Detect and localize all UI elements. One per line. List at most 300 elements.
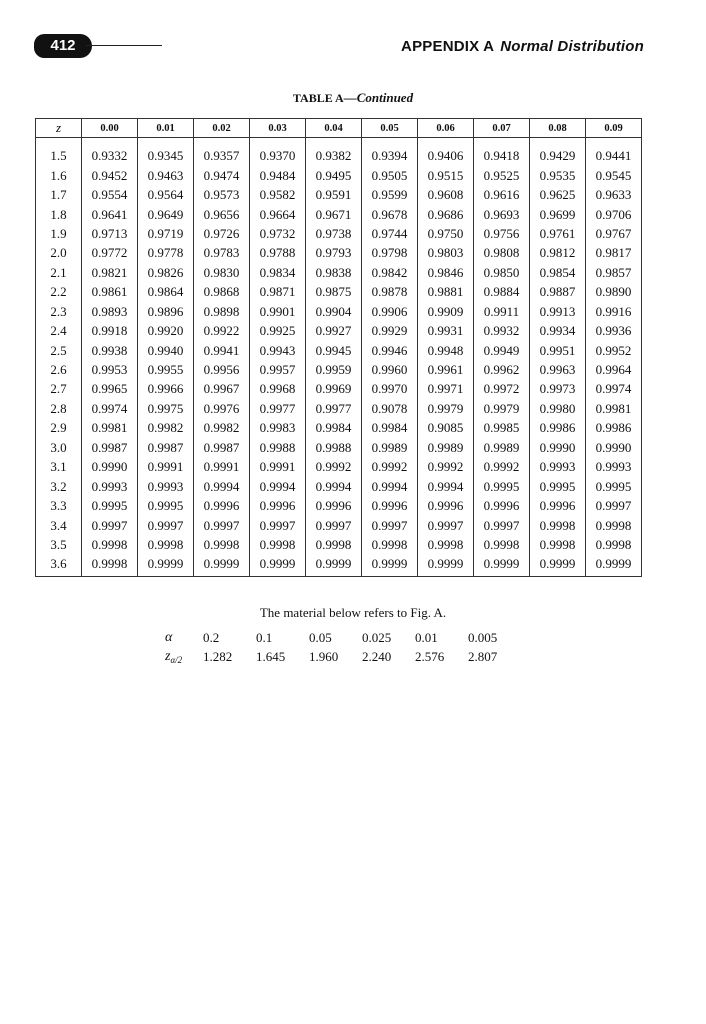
probability-cell: 0.9750 <box>418 224 474 243</box>
probability-cell: 0.9884 <box>474 282 530 301</box>
probability-cell: 0.9830 <box>194 263 250 282</box>
probability-cell: 0.9981 <box>586 399 642 418</box>
column-header: 0.09 <box>586 119 642 138</box>
probability-cell: 0.9999 <box>530 554 586 576</box>
column-header: 0.06 <box>418 119 474 138</box>
z-critical-value: 2.807 <box>468 648 498 664</box>
column-header: 0.08 <box>530 119 586 138</box>
probability-cell: 0.9932 <box>474 321 530 340</box>
probability-cell: 0.9678 <box>362 204 418 223</box>
probability-cell: 0.9968 <box>250 379 306 398</box>
probability-cell: 0.9951 <box>530 340 586 359</box>
probability-cell: 0.9761 <box>530 224 586 243</box>
probability-cell: 0.9693 <box>474 204 530 223</box>
table-row <box>36 302 642 321</box>
probability-cell: 0.9957 <box>250 360 306 379</box>
probability-cell: 0.9649 <box>138 204 194 223</box>
probability-cell: 0.9992 <box>474 457 530 476</box>
probability-cell: 0.9986 <box>530 418 586 437</box>
probability-cell: 0.9370 <box>250 138 306 166</box>
alpha-value: 0.2 <box>203 629 220 645</box>
probability-cell: 0.9995 <box>586 476 642 495</box>
probability-cell: 0.9964 <box>586 360 642 379</box>
probability-cell: 0.9997 <box>306 515 362 534</box>
probability-cell: 0.9826 <box>138 263 194 282</box>
normal-distribution-table <box>35 118 642 577</box>
probability-cell: 0.9984 <box>306 418 362 437</box>
probability-cell: 0.9345 <box>138 138 194 166</box>
z-value-cell: 2.7 <box>36 379 82 398</box>
probability-cell: 0.9990 <box>586 438 642 457</box>
probability-cell: 0.9085 <box>418 418 474 437</box>
table-row <box>36 138 642 166</box>
alpha-value: 0.1 <box>256 629 273 645</box>
alpha-value: 0.01 <box>415 629 438 645</box>
probability-cell: 0.9975 <box>138 399 194 418</box>
probability-cell: 0.9993 <box>530 457 586 476</box>
probability-cell: 0.9850 <box>474 263 530 282</box>
table-row <box>36 399 642 418</box>
table-row <box>36 554 642 576</box>
alpha-value: 0.05 <box>309 629 332 645</box>
table-row <box>36 340 642 359</box>
table-row <box>36 379 642 398</box>
probability-cell: 0.9788 <box>250 243 306 262</box>
probability-cell: 0.9732 <box>250 224 306 243</box>
probability-cell: 0.9999 <box>138 554 194 576</box>
z-label: z <box>165 648 171 664</box>
probability-cell: 0.9664 <box>250 204 306 223</box>
probability-cell: 0.9582 <box>250 185 306 204</box>
alpha-value: 0.025 <box>362 629 392 645</box>
running-head-topic: Normal Distribution <box>500 38 644 55</box>
probability-cell: 0.9916 <box>586 302 642 321</box>
probability-cell: 0.9993 <box>82 476 138 495</box>
probability-cell: 0.9998 <box>586 535 642 554</box>
probability-cell: 0.9429 <box>530 138 586 166</box>
z-value-cell: 3.4 <box>36 515 82 534</box>
z-value-cell: 1.7 <box>36 185 82 204</box>
probability-cell: 0.9996 <box>250 496 306 515</box>
probability-cell: 0.9989 <box>418 438 474 457</box>
probability-cell: 0.9971 <box>418 379 474 398</box>
z-value-cell: 2.3 <box>36 302 82 321</box>
probability-cell: 0.9963 <box>530 360 586 379</box>
probability-cell: 0.9988 <box>306 438 362 457</box>
probability-cell: 0.9616 <box>474 185 530 204</box>
probability-cell: 0.9633 <box>586 185 642 204</box>
z-value-cell: 3.3 <box>36 496 82 515</box>
table-row <box>36 263 642 282</box>
probability-cell: 0.9505 <box>362 165 418 184</box>
probability-cell: 0.9842 <box>362 263 418 282</box>
probability-cell: 0.9998 <box>82 554 138 576</box>
probability-cell: 0.9994 <box>362 476 418 495</box>
z-value-cell: 2.2 <box>36 282 82 301</box>
probability-cell: 0.9868 <box>194 282 250 301</box>
probability-cell: 0.9983 <box>250 418 306 437</box>
probability-cell: 0.9987 <box>138 438 194 457</box>
probability-cell: 0.9984 <box>362 418 418 437</box>
probability-cell: 0.9991 <box>194 457 250 476</box>
probability-cell: 0.9793 <box>306 243 362 262</box>
critical-values <box>165 628 521 666</box>
probability-cell: 0.9671 <box>306 204 362 223</box>
table-header-row <box>36 119 642 138</box>
probability-cell: 0.9977 <box>250 399 306 418</box>
probability-cell: 0.9998 <box>418 535 474 554</box>
probability-cell: 0.9545 <box>586 165 642 184</box>
table-title-suffix: —Continued <box>343 90 414 105</box>
probability-cell: 0.9463 <box>138 165 194 184</box>
probability-cell: 0.9982 <box>138 418 194 437</box>
probability-cell: 0.9484 <box>250 165 306 184</box>
probability-cell: 0.9974 <box>586 379 642 398</box>
z-critical-value: 1.960 <box>309 648 339 664</box>
probability-cell: 0.9941 <box>194 340 250 359</box>
z-value-cell: 2.5 <box>36 340 82 359</box>
probability-cell: 0.9998 <box>250 535 306 554</box>
probability-cell: 0.9854 <box>530 263 586 282</box>
probability-cell: 0.9927 <box>306 321 362 340</box>
probability-cell: 0.9994 <box>194 476 250 495</box>
probability-cell: 0.9798 <box>362 243 418 262</box>
probability-cell: 0.9993 <box>586 457 642 476</box>
probability-cell: 0.9332 <box>82 138 138 166</box>
probability-cell: 0.9988 <box>250 438 306 457</box>
probability-cell: 0.9995 <box>530 476 586 495</box>
probability-cell: 0.9812 <box>530 243 586 262</box>
probability-cell: 0.9838 <box>306 263 362 282</box>
column-header: 0.03 <box>250 119 306 138</box>
table-row <box>36 224 642 243</box>
probability-cell: 0.9953 <box>82 360 138 379</box>
probability-cell: 0.9999 <box>362 554 418 576</box>
probability-cell: 0.9896 <box>138 302 194 321</box>
probability-cell: 0.9999 <box>194 554 250 576</box>
probability-cell: 0.9996 <box>474 496 530 515</box>
z-critical-value: 1.282 <box>203 648 233 664</box>
probability-cell: 0.9394 <box>362 138 418 166</box>
probability-cell: 0.9998 <box>138 535 194 554</box>
table-row <box>36 360 642 379</box>
z-value-cell: 1.6 <box>36 165 82 184</box>
probability-cell: 0.9949 <box>474 340 530 359</box>
probability-cell: 0.9990 <box>530 438 586 457</box>
probability-cell: 0.9803 <box>418 243 474 262</box>
probability-cell: 0.9608 <box>418 185 474 204</box>
probability-cell: 0.9925 <box>250 321 306 340</box>
probability-cell: 0.9998 <box>194 535 250 554</box>
probability-cell: 0.9994 <box>418 476 474 495</box>
table-row <box>36 204 642 223</box>
z-value-cell: 3.2 <box>36 476 82 495</box>
probability-cell: 0.9857 <box>586 263 642 282</box>
z-value-cell: 3.0 <box>36 438 82 457</box>
probability-cell: 0.9834 <box>250 263 306 282</box>
probability-cell: 0.9969 <box>306 379 362 398</box>
probability-cell: 0.9744 <box>362 224 418 243</box>
probability-cell: 0.9952 <box>586 340 642 359</box>
probability-cell: 0.9452 <box>82 165 138 184</box>
probability-cell: 0.9875 <box>306 282 362 301</box>
column-header: 0.01 <box>138 119 194 138</box>
alpha-label: α <box>165 629 173 645</box>
probability-cell: 0.9991 <box>250 457 306 476</box>
z-critical-value: 2.240 <box>362 648 392 664</box>
probability-cell: 0.9998 <box>82 535 138 554</box>
probability-cell: 0.9992 <box>306 457 362 476</box>
probability-cell: 0.9998 <box>586 515 642 534</box>
probability-cell: 0.9987 <box>194 438 250 457</box>
z-value-cell: 1.8 <box>36 204 82 223</box>
table-row <box>36 438 642 457</box>
z-value-cell: 2.0 <box>36 243 82 262</box>
table-title-label: TABLE A <box>292 91 344 105</box>
z-alpha-label <box>165 649 203 665</box>
z-subscript: α/2 <box>170 654 183 665</box>
probability-cell: 0.9979 <box>474 399 530 418</box>
probability-cell: 0.9976 <box>194 399 250 418</box>
probability-cell: 0.9982 <box>194 418 250 437</box>
probability-cell: 0.9515 <box>418 165 474 184</box>
probability-cell: 0.9625 <box>530 185 586 204</box>
table-row <box>36 165 642 184</box>
probability-cell: 0.9997 <box>586 496 642 515</box>
probability-cell: 0.9821 <box>82 263 138 282</box>
probability-cell: 0.9999 <box>586 554 642 576</box>
probability-cell: 0.9931 <box>418 321 474 340</box>
probability-cell: 0.9990 <box>82 457 138 476</box>
z-value-cell: 3.5 <box>36 535 82 554</box>
probability-cell: 0.9936 <box>586 321 642 340</box>
alpha-row <box>165 628 521 647</box>
table-row <box>36 496 642 515</box>
probability-cell: 0.9441 <box>586 138 642 166</box>
probability-cell: 0.9996 <box>530 496 586 515</box>
z-value-cell: 2.1 <box>36 263 82 282</box>
probability-cell: 0.9474 <box>194 165 250 184</box>
probability-cell: 0.9911 <box>474 302 530 321</box>
probability-cell: 0.9726 <box>194 224 250 243</box>
running-head <box>401 38 644 55</box>
probability-cell: 0.9966 <box>138 379 194 398</box>
probability-cell: 0.9922 <box>194 321 250 340</box>
z-value-cell: 1.9 <box>36 224 82 243</box>
probability-cell: 0.9357 <box>194 138 250 166</box>
z-row <box>165 647 521 666</box>
probability-cell: 0.9995 <box>138 496 194 515</box>
probability-cell: 0.9772 <box>82 243 138 262</box>
probability-cell: 0.9991 <box>138 457 194 476</box>
probability-cell: 0.9980 <box>530 399 586 418</box>
probability-cell: 0.9999 <box>250 554 306 576</box>
probability-cell: 0.9920 <box>138 321 194 340</box>
probability-cell: 0.9996 <box>362 496 418 515</box>
probability-cell: 0.9406 <box>418 138 474 166</box>
probability-cell: 0.9989 <box>474 438 530 457</box>
probability-cell: 0.9778 <box>138 243 194 262</box>
probability-cell: 0.9573 <box>194 185 250 204</box>
probability-cell: 0.9535 <box>530 165 586 184</box>
alpha-value: 0.005 <box>468 629 498 645</box>
header-rule <box>86 45 162 46</box>
probability-cell: 0.9997 <box>82 515 138 534</box>
table-row <box>36 535 642 554</box>
probability-cell: 0.9996 <box>418 496 474 515</box>
z-critical-value: 1.645 <box>256 648 286 664</box>
probability-cell: 0.9554 <box>82 185 138 204</box>
column-header: 0.05 <box>362 119 418 138</box>
probability-cell: 0.9994 <box>306 476 362 495</box>
probability-cell: 0.9641 <box>82 204 138 223</box>
probability-cell: 0.9934 <box>530 321 586 340</box>
probability-cell: 0.9967 <box>194 379 250 398</box>
probability-cell: 0.9846 <box>418 263 474 282</box>
probability-cell: 0.9959 <box>306 360 362 379</box>
probability-cell: 0.9871 <box>250 282 306 301</box>
probability-cell: 0.9998 <box>474 535 530 554</box>
probability-cell: 0.9946 <box>362 340 418 359</box>
probability-cell: 0.9974 <box>82 399 138 418</box>
probability-cell: 0.9995 <box>82 496 138 515</box>
table-row <box>36 476 642 495</box>
probability-cell: 0.9994 <box>250 476 306 495</box>
page-number: 412 <box>50 37 76 54</box>
probability-cell: 0.9878 <box>362 282 418 301</box>
column-header-z: z <box>36 119 82 138</box>
probability-cell: 0.9929 <box>362 321 418 340</box>
table-row <box>36 457 642 476</box>
probability-cell: 0.9979 <box>418 399 474 418</box>
probability-cell: 0.9591 <box>306 185 362 204</box>
probability-cell: 0.9706 <box>586 204 642 223</box>
probability-cell: 0.9909 <box>418 302 474 321</box>
table-body <box>36 138 642 577</box>
probability-cell: 0.9960 <box>362 360 418 379</box>
probability-cell: 0.9861 <box>82 282 138 301</box>
z-value-cell: 3.6 <box>36 554 82 576</box>
probability-cell: 0.9997 <box>138 515 194 534</box>
probability-cell: 0.9719 <box>138 224 194 243</box>
probability-cell: 0.9996 <box>306 496 362 515</box>
probability-cell: 0.9993 <box>138 476 194 495</box>
probability-cell: 0.9961 <box>418 360 474 379</box>
probability-cell: 0.9987 <box>82 438 138 457</box>
probability-cell: 0.9962 <box>474 360 530 379</box>
probability-cell: 0.9783 <box>194 243 250 262</box>
probability-cell: 0.9382 <box>306 138 362 166</box>
probability-cell: 0.9997 <box>474 515 530 534</box>
table-row <box>36 185 642 204</box>
probability-cell: 0.9078 <box>362 399 418 418</box>
probability-cell: 0.9564 <box>138 185 194 204</box>
z-value-cell: 2.6 <box>36 360 82 379</box>
probability-cell: 0.9656 <box>194 204 250 223</box>
probability-cell: 0.9699 <box>530 204 586 223</box>
probability-cell: 0.9418 <box>474 138 530 166</box>
probability-cell: 0.9986 <box>586 418 642 437</box>
probability-cell: 0.9999 <box>306 554 362 576</box>
probability-cell: 0.9943 <box>250 340 306 359</box>
probability-cell: 0.9901 <box>250 302 306 321</box>
probability-cell: 0.9997 <box>362 515 418 534</box>
probability-cell: 0.9525 <box>474 165 530 184</box>
z-value-cell: 2.9 <box>36 418 82 437</box>
page-number-tab <box>34 34 92 58</box>
probability-cell: 0.9767 <box>586 224 642 243</box>
column-header: 0.07 <box>474 119 530 138</box>
probability-cell: 0.9998 <box>530 535 586 554</box>
table-row <box>36 282 642 301</box>
probability-cell: 0.9864 <box>138 282 194 301</box>
z-critical-value: 2.576 <box>415 648 445 664</box>
z-value-cell: 2.4 <box>36 321 82 340</box>
probability-cell: 0.9738 <box>306 224 362 243</box>
probability-cell: 0.9906 <box>362 302 418 321</box>
probability-cell: 0.9992 <box>418 457 474 476</box>
probability-cell: 0.9997 <box>418 515 474 534</box>
z-value-cell: 1.5 <box>36 138 82 166</box>
z-value-cell: 2.8 <box>36 399 82 418</box>
z-value-cell: 3.1 <box>36 457 82 476</box>
probability-cell: 0.9998 <box>306 535 362 554</box>
table-row <box>36 515 642 534</box>
probability-cell: 0.9989 <box>362 438 418 457</box>
probability-cell: 0.9948 <box>418 340 474 359</box>
probability-cell: 0.9977 <box>306 399 362 418</box>
probability-cell: 0.9686 <box>418 204 474 223</box>
probability-cell: 0.9913 <box>530 302 586 321</box>
probability-cell: 0.9881 <box>418 282 474 301</box>
table-row <box>36 243 642 262</box>
probability-cell: 0.9999 <box>418 554 474 576</box>
probability-cell: 0.9817 <box>586 243 642 262</box>
probability-cell: 0.9890 <box>586 282 642 301</box>
table-row <box>36 418 642 437</box>
probability-cell: 0.9999 <box>474 554 530 576</box>
probability-cell: 0.9893 <box>82 302 138 321</box>
probability-cell: 0.9898 <box>194 302 250 321</box>
probability-cell: 0.9998 <box>530 515 586 534</box>
probability-cell: 0.9808 <box>474 243 530 262</box>
running-head-appendix: APPENDIX A <box>401 38 495 55</box>
probability-cell: 0.9985 <box>474 418 530 437</box>
probability-cell: 0.9713 <box>82 224 138 243</box>
probability-cell: 0.9938 <box>82 340 138 359</box>
probability-cell: 0.9997 <box>194 515 250 534</box>
probability-cell: 0.9918 <box>82 321 138 340</box>
probability-cell: 0.9996 <box>194 496 250 515</box>
probability-cell: 0.9965 <box>82 379 138 398</box>
probability-cell: 0.9945 <box>306 340 362 359</box>
figure-note: The material below refers to Fig. A. <box>259 605 447 620</box>
probability-cell: 0.9956 <box>194 360 250 379</box>
probability-cell: 0.9995 <box>474 476 530 495</box>
probability-cell: 0.9887 <box>530 282 586 301</box>
column-header: 0.02 <box>194 119 250 138</box>
probability-cell: 0.9756 <box>474 224 530 243</box>
column-header: 0.00 <box>82 119 138 138</box>
probability-cell: 0.9981 <box>82 418 138 437</box>
probability-cell: 0.9599 <box>362 185 418 204</box>
probability-cell: 0.9998 <box>362 535 418 554</box>
probability-cell: 0.9970 <box>362 379 418 398</box>
probability-cell: 0.9992 <box>362 457 418 476</box>
probability-cell: 0.9955 <box>138 360 194 379</box>
probability-cell: 0.9940 <box>138 340 194 359</box>
column-header: 0.04 <box>306 119 362 138</box>
